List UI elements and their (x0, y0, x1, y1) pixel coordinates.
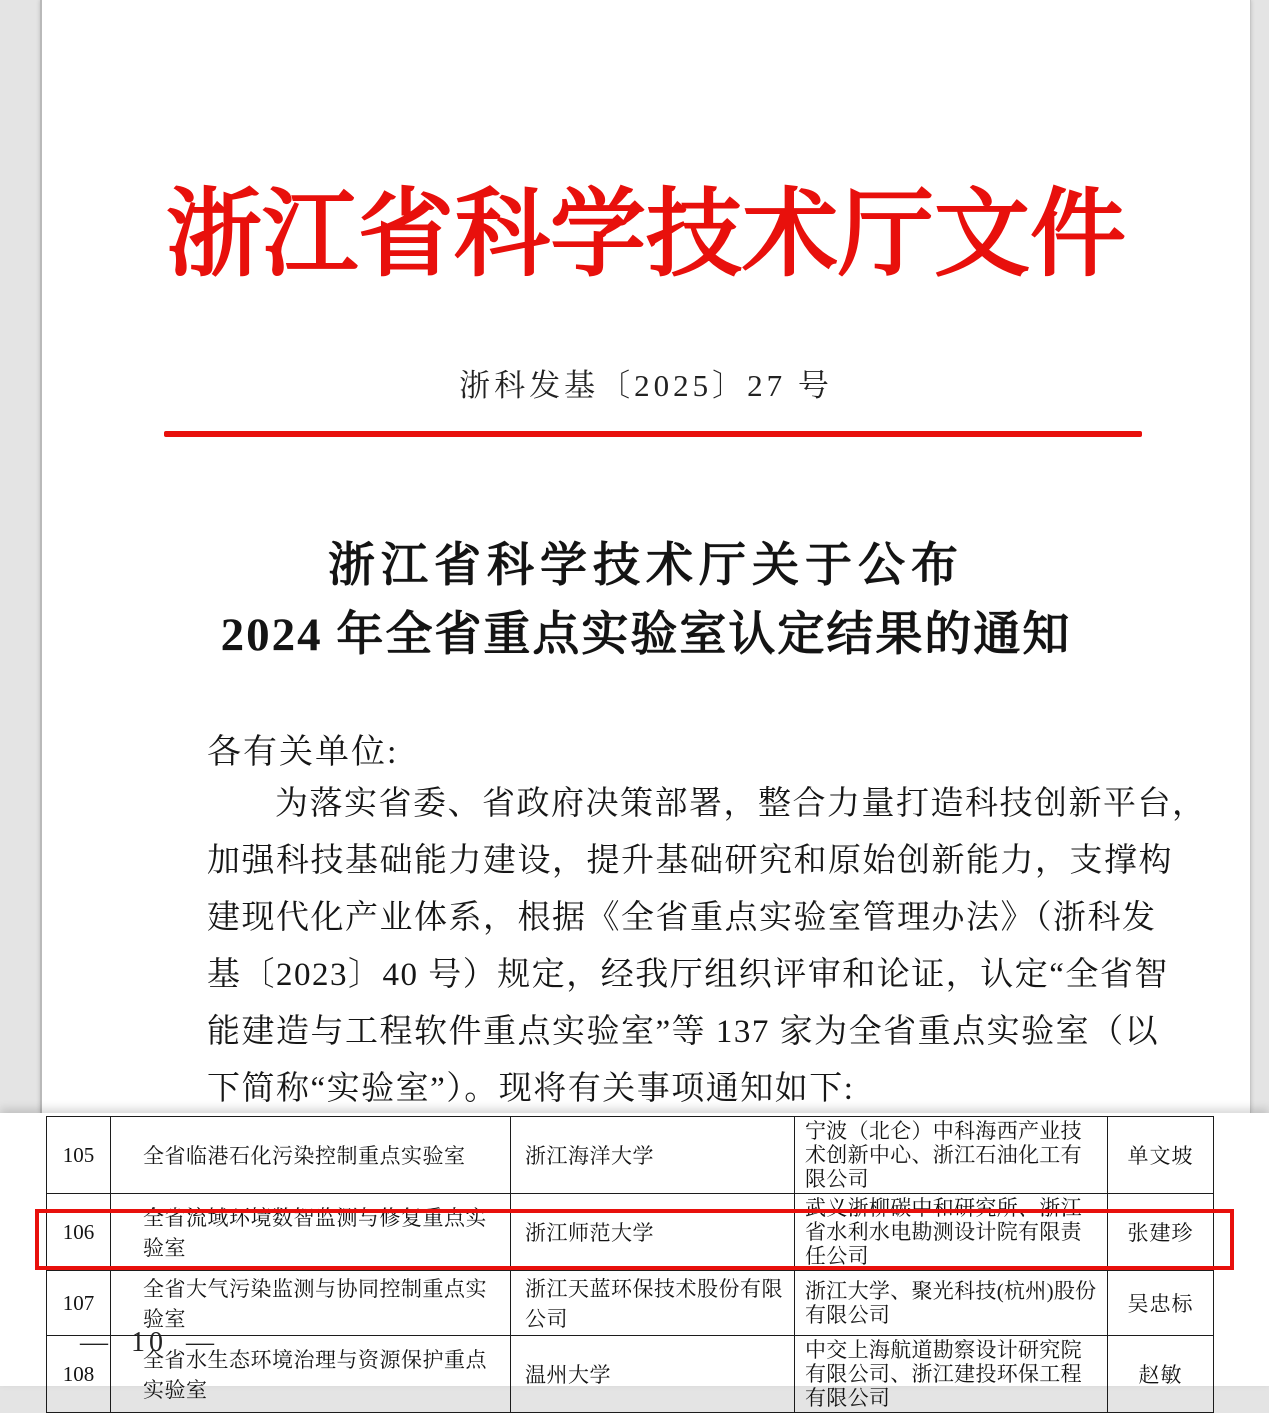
host-institution-cell: 浙江海洋大学 (511, 1117, 795, 1194)
page-number: — 10 — (80, 1327, 218, 1358)
notice-title-line1: 浙江省科学技术厅关于公布 (328, 540, 964, 592)
row-number-cell: 108 (47, 1336, 111, 1413)
host-institution-cell: 浙江师范大学 (511, 1194, 795, 1271)
partner-institutions-cell: 宁波（北仑）中科海西产业技术创新中心、浙江石油化工有限公司 (795, 1117, 1108, 1194)
host-institution-cell: 温州大学 (511, 1336, 795, 1413)
lab-name-cell: 全省临港石化污染控制重点实验室 (111, 1117, 511, 1194)
table-row (47, 1117, 1214, 1194)
director-cell: 张建珍 (1108, 1194, 1214, 1271)
table-section (0, 1113, 1269, 1410)
row-number-cell: 106 (47, 1194, 111, 1271)
body-line: 加强科技基础能力建设，提升基础研究和原始创新能力，支撑构 (207, 843, 1173, 879)
director-cell: 赵敏 (1108, 1336, 1214, 1413)
lab-name-cell: 全省大气污染监测与协同控制重点实验室 (111, 1271, 511, 1336)
lab-name-cell: 全省流域环境数智监测与修复重点实验室 (111, 1194, 511, 1271)
body-paragraph (207, 779, 1207, 1121)
body-line: 能建造与工程软件重点实验室”等 137 家为全省重点实验室（以 (207, 1014, 1160, 1050)
partner-institutions-cell: 中交上海航道勘察设计研究院有限公司、浙江建投环保工程有限公司 (795, 1336, 1108, 1413)
notice-title-line2: 2024 年全省重点实验室认定结果的通知 (220, 609, 1072, 661)
doc-number: 浙科发基〔2025〕27 号 (459, 368, 833, 403)
row-number-cell: 105 (47, 1117, 111, 1194)
salutation: 各有关单位: (207, 734, 399, 771)
labs-table (46, 1116, 1214, 1413)
table-row (47, 1194, 1214, 1271)
body-line: 建现代化产业体系，根据《全省重点实验室管理办法》（浙科发 (207, 900, 1157, 936)
body-line: 为落实省委、省政府决策部署，整合力量打造科技创新平台， (275, 786, 1207, 822)
table-row (47, 1336, 1214, 1413)
partner-institutions-cell: 浙江大学、聚光科技(杭州)股份有限公司 (795, 1271, 1108, 1336)
row-number-cell: 107 (47, 1271, 111, 1336)
partner-institutions-cell: 武义浙柳碳中和研究所、浙江省水利水电勘测设计院有限责任公司 (795, 1194, 1108, 1271)
lab-name-cell: 全省水生态环境治理与资源保护重点实验室 (111, 1336, 511, 1413)
document-page (40, 0, 1251, 1113)
doc-header-title: 浙江省科学技术厅文件 (166, 181, 1126, 288)
table-row-highlighted (47, 1271, 1214, 1336)
body-line: 下简称“实验室”）。现将有关事项通知如下: (207, 1071, 855, 1107)
red-divider-rule (164, 431, 1142, 437)
director-cell: 吴忠标 (1108, 1271, 1214, 1336)
director-cell: 单文坡 (1108, 1117, 1214, 1194)
body-line: 基〔2023〕40 号）规定，经我厅组织评审和论证，认定“全省智 (207, 957, 1169, 993)
host-institution-cell: 浙江天蓝环保技术股份有限公司 (511, 1271, 795, 1336)
